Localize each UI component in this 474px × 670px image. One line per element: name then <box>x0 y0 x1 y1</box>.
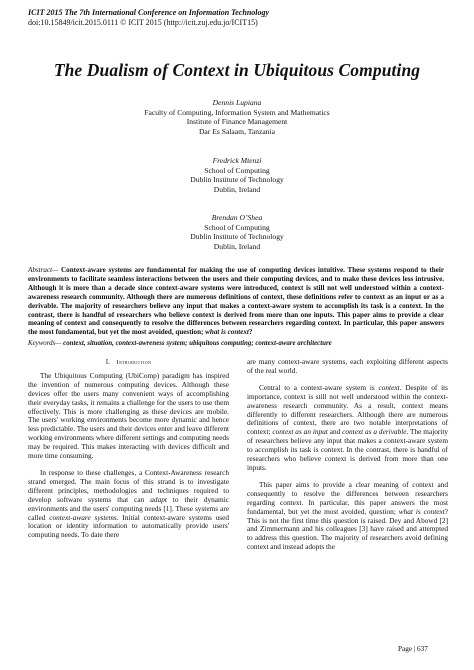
author-name: Dennis Lupiana <box>212 98 262 107</box>
paragraph: Central to a context-aware system is context. Despite of its importance, context is still not well understood within the context-awareness research community. As a result, context means differently to different researchers. Although there are numerous definitions of context, there are two notable interpretations of context; context as an input and context as a derivable. The majority of researchers believe any input that makes a context-aware system to accomplish its task is context. In the contrast, there is handful of researchers who believe context is derived from more than one inputs. <box>247 382 449 472</box>
keywords <box>28 340 444 349</box>
section-number: I. <box>105 358 111 366</box>
author-block-1 <box>0 98 474 136</box>
author-affiliation: Dublin Institute of Technology <box>190 175 284 185</box>
author-affiliation: Faculty of Computing, Information System and Mathematics <box>144 107 330 117</box>
author-block-3 <box>0 213 474 251</box>
abstract-label: Abstract— <box>28 266 59 274</box>
abstract <box>28 266 444 337</box>
paragraph: In response to these challenges, a Context-Awareness research strand emerged. The main focus of this strand is to investigate different principles, methodologies and techniques required to develop software systems that can adapt to their dynamic environments and the users' computing needs [1]. These systems are called context-aware systems. Initial context-aware systems used location or identity information to automatically provide users' computing needs. To date there <box>28 467 230 540</box>
paragraph: This paper aims to provide a clear meaning of context and consequently to resolve the differences between researchers regarding context. In particular, this paper answers the most fundamental, but yet the most avoided, question; what is context? This is not the first time this question is raised. Dey and Abowd [2] and Zimmermann and his colleagues [3] have raised and attempted to address this question. The majority of researchers avoid defining context and instead adopts the <box>247 479 448 552</box>
keywords-text: context, situation, context-awreness system; ubiquitous computing; context-aware architecture <box>61 340 332 347</box>
author-affiliation: Dublin, Ireland <box>213 184 261 194</box>
page-number: Page | 637 <box>398 645 428 653</box>
doi-line: doi:10.15849/icit.2015.0111 © ICIT 2015 (http://icit.zuj.edu.jo/ICIT15) <box>28 18 258 27</box>
author-name: Brendan O’Shea <box>211 213 263 222</box>
left-column <box>28 358 229 548</box>
running-header <box>28 8 448 28</box>
abstract-end: ? <box>248 328 253 337</box>
author-name: Fredrick Mtenzi <box>212 156 262 165</box>
author-affiliation: Dublin Institute of Technology <box>190 232 284 242</box>
keywords-label: Keywords— <box>28 340 62 347</box>
section-heading <box>28 358 229 368</box>
abstract-text: Context-aware systems are fundamental for making the use of computing devices intuitive. These systems respond to their environments to facilitate seamless interactions between the users and their computing devices, and to make these devices less intrusive. Although it is more than a decade since context-aware systems were introduced, context is still not well understood within a context-awareness research community. Although there are numerous definitions of context, these definitions refer to context as an input or as a derivable. The majority of researchers believe any input that makes a context-aware system to accomplish its task is a context. In the contrast, there is handful of researchers who believe context is derived from more than one inputs. This paper aims to provide a clear meaning of context and consequently to resolve the differences between researchers regarding context. In particular, this paper answers the most fundamental, but yet the most avoided, question; <box>28 266 444 337</box>
conference-line: ICIT 2015 The 7th International Conference on Information Technology <box>28 8 270 17</box>
paragraph: are many context-aware systems, each exploiting different aspects of the real world. <box>247 357 448 375</box>
paragraph: The Ubiquitous Computing (UbiComp) paradigm has inspired the invention of numerous computing devices. Although these devices offer the users many convenient ways of accomplishing their everyday tasks, it remains a challenge for the users to use them effectively. This is more challenging as these devices are mobile. The users' working environments become more dynamic and hence less predictable. The users and their devices enter and leave different working environments where different settings and computing needs may be required. This makes interacting with devices difficult and more time consuming. <box>28 370 229 461</box>
abstract-question: what is context <box>205 328 249 337</box>
author-affiliation: Dublin, Ireland <box>213 241 261 251</box>
author-block-2 <box>0 156 474 194</box>
right-column <box>247 358 448 560</box>
author-affiliation: Dar Es Salaam, Tanzania <box>198 126 276 136</box>
paper-title: The Dualism of Context in Ubiquitous Computing <box>53 60 421 80</box>
author-affiliation: School of Computing <box>204 222 270 232</box>
author-affiliation: Institute of Finance Management <box>186 117 288 127</box>
section-title: Introduction <box>116 359 152 366</box>
author-affiliation: School of Computing <box>204 165 270 175</box>
